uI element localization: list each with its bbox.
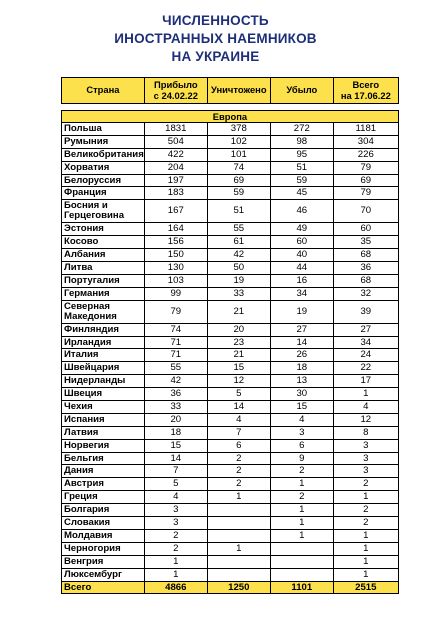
destroyed-cell — [207, 504, 270, 517]
table-row — [62, 287, 399, 300]
total-cell: 79 — [333, 161, 398, 174]
destroyed-cell: 2 — [207, 465, 270, 478]
destroyed-cell: 1 — [207, 491, 270, 504]
country-cell: Албания — [62, 249, 145, 262]
table-row — [62, 452, 399, 465]
table-row — [62, 388, 399, 401]
destroyed-cell: 7 — [207, 426, 270, 439]
total-cell: 3 — [333, 439, 398, 452]
arrived-cell: 4 — [144, 491, 207, 504]
total-cell: 12 — [333, 413, 398, 426]
destroyed-cell: 1 — [207, 542, 270, 555]
left-cell: 19 — [270, 300, 333, 323]
arrived-cell: 156 — [144, 236, 207, 249]
table-row — [62, 362, 399, 375]
page-title — [0, 12, 431, 66]
total-label: Всего — [62, 581, 145, 593]
country-cell: Финляндия — [62, 323, 145, 336]
left-cell: 30 — [270, 388, 333, 401]
destroyed-cell: 55 — [207, 223, 270, 236]
destroyed-cell: 12 — [207, 375, 270, 388]
arrived-cell: 42 — [144, 375, 207, 388]
table-row — [62, 568, 399, 581]
table-row — [62, 542, 399, 555]
table-row — [62, 555, 399, 568]
total-cell: 1 — [333, 542, 398, 555]
country-cell: Норвегия — [62, 439, 145, 452]
total-cell: 68 — [333, 249, 398, 262]
left-cell: 49 — [270, 223, 333, 236]
left-cell: 15 — [270, 401, 333, 414]
left-cell: 13 — [270, 375, 333, 388]
country-cell: Эстония — [62, 223, 145, 236]
arrived-cell: 504 — [144, 135, 207, 148]
destroyed-cell: 42 — [207, 249, 270, 262]
country-cell: Италия — [62, 349, 145, 362]
total-cell: 304 — [333, 135, 398, 148]
arrived-cell: 103 — [144, 274, 207, 287]
destroyed-cell: 2 — [207, 452, 270, 465]
total-cell: 2 — [333, 478, 398, 491]
country-cell: Ирландия — [62, 336, 145, 349]
arrived-cell: 74 — [144, 323, 207, 336]
country-cell: Белоруссия — [62, 174, 145, 187]
total-cell: 1181 — [333, 123, 398, 136]
country-cell: Швеция — [62, 388, 145, 401]
arrived-cell: 15 — [144, 439, 207, 452]
total-cell: 35 — [333, 236, 398, 249]
arrived-cell: 99 — [144, 287, 207, 300]
table-row — [62, 336, 399, 349]
left-cell: 1 — [270, 478, 333, 491]
left-cell: 59 — [270, 174, 333, 187]
destroyed-cell: 23 — [207, 336, 270, 349]
left-cell: 9 — [270, 452, 333, 465]
table-row — [62, 517, 399, 530]
country-cell: Швейцария — [62, 362, 145, 375]
total-cell: 1 — [333, 568, 398, 581]
total-cell: 60 — [333, 223, 398, 236]
left-cell: 46 — [270, 200, 333, 223]
arrived-cell: 1 — [144, 555, 207, 568]
destroyed-cell: 6 — [207, 439, 270, 452]
country-cell: Литва — [62, 262, 145, 275]
table-row — [62, 135, 399, 148]
total-cell: 1 — [333, 491, 398, 504]
country-cell: Люксембург — [62, 568, 145, 581]
destroyed-cell — [207, 568, 270, 581]
country-cell: Молдавия — [62, 529, 145, 542]
arrived-cell: 55 — [144, 362, 207, 375]
country-cell: Румыния — [62, 135, 145, 148]
destroyed-cell: 61 — [207, 236, 270, 249]
total-cell: 68 — [333, 274, 398, 287]
destroyed-cell: 33 — [207, 287, 270, 300]
arrived-cell: 7 — [144, 465, 207, 478]
total-cell: 2 — [333, 504, 398, 517]
total-cell: 69 — [333, 174, 398, 187]
total-cell: 22 — [333, 362, 398, 375]
total-cell: 39 — [333, 300, 398, 323]
arrived-cell: 167 — [144, 200, 207, 223]
country-cell: Нидерланды — [62, 375, 145, 388]
country-cell: Португалия — [62, 274, 145, 287]
header-total: Всего на 17.06.22 — [333, 78, 398, 104]
arrived-cell: 183 — [144, 187, 207, 200]
table-row — [62, 439, 399, 452]
arrived-cell: 5 — [144, 478, 207, 491]
country-cell: Босния и Герцеговина — [62, 200, 145, 223]
arrived-cell: 71 — [144, 349, 207, 362]
title-line: ИНОСТРАННЫХ НАЕМНИКОВ — [114, 31, 317, 46]
left-cell — [270, 542, 333, 555]
arrived-cell: 150 — [144, 249, 207, 262]
left-cell: 14 — [270, 336, 333, 349]
region-label: Европа — [62, 111, 399, 123]
total-left: 1101 — [270, 581, 333, 593]
arrived-cell: 2 — [144, 529, 207, 542]
table-row — [62, 274, 399, 287]
table-row — [62, 478, 399, 491]
country-cell: Черногория — [62, 542, 145, 555]
total-total: 2515 — [333, 581, 398, 593]
country-cell: Болгария — [62, 504, 145, 517]
left-cell: 2 — [270, 465, 333, 478]
table-row — [62, 375, 399, 388]
country-cell: Греция — [62, 491, 145, 504]
table-row — [62, 426, 399, 439]
left-cell: 16 — [270, 274, 333, 287]
country-cell: Польша — [62, 123, 145, 136]
arrived-cell: 1831 — [144, 123, 207, 136]
table-row — [62, 236, 399, 249]
table-row — [62, 300, 399, 323]
table-row — [62, 491, 399, 504]
total-cell: 70 — [333, 200, 398, 223]
destroyed-cell: 5 — [207, 388, 270, 401]
destroyed-cell: 74 — [207, 161, 270, 174]
total-cell: 2 — [333, 517, 398, 530]
total-cell: 3 — [333, 465, 398, 478]
table-row — [62, 249, 399, 262]
left-cell: 2 — [270, 491, 333, 504]
country-cell: Венгрия — [62, 555, 145, 568]
left-cell — [270, 568, 333, 581]
table-row — [62, 529, 399, 542]
total-cell: 17 — [333, 375, 398, 388]
destroyed-cell: 102 — [207, 135, 270, 148]
arrived-cell: 204 — [144, 161, 207, 174]
total-cell: 34 — [333, 336, 398, 349]
destroyed-cell — [207, 529, 270, 542]
arrived-cell: 2 — [144, 542, 207, 555]
region-row — [62, 111, 399, 123]
country-cell: Словакия — [62, 517, 145, 530]
table-row — [62, 148, 399, 161]
left-cell: 98 — [270, 135, 333, 148]
arrived-cell: 20 — [144, 413, 207, 426]
total-arrived: 4866 — [144, 581, 207, 593]
destroyed-cell: 50 — [207, 262, 270, 275]
arrived-cell: 3 — [144, 504, 207, 517]
arrived-cell: 130 — [144, 262, 207, 275]
header-left: Убыло — [270, 78, 333, 104]
arrived-cell: 33 — [144, 401, 207, 414]
total-cell: 27 — [333, 323, 398, 336]
header-destroyed: Уничтожено — [207, 78, 270, 104]
mercenaries-table — [61, 77, 399, 594]
destroyed-cell: 20 — [207, 323, 270, 336]
arrived-cell: 422 — [144, 148, 207, 161]
left-cell: 1 — [270, 517, 333, 530]
table-row — [62, 123, 399, 136]
left-cell: 40 — [270, 249, 333, 262]
left-cell: 272 — [270, 123, 333, 136]
total-cell: 1 — [333, 555, 398, 568]
total-cell: 8 — [333, 426, 398, 439]
total-cell: 32 — [333, 287, 398, 300]
destroyed-cell: 19 — [207, 274, 270, 287]
destroyed-cell: 51 — [207, 200, 270, 223]
country-cell: Бельгия — [62, 452, 145, 465]
destroyed-cell: 4 — [207, 413, 270, 426]
spacer-row — [62, 104, 399, 111]
arrived-cell: 3 — [144, 517, 207, 530]
total-cell: 79 — [333, 187, 398, 200]
country-cell: Дания — [62, 465, 145, 478]
table-row — [62, 465, 399, 478]
country-cell: Испания — [62, 413, 145, 426]
header-arrived: Прибыло с 24.02.22 — [144, 78, 207, 104]
arrived-cell: 18 — [144, 426, 207, 439]
total-cell: 36 — [333, 262, 398, 275]
destroyed-cell: 21 — [207, 349, 270, 362]
left-cell: 18 — [270, 362, 333, 375]
left-cell: 6 — [270, 439, 333, 452]
arrived-cell: 14 — [144, 452, 207, 465]
destroyed-cell: 101 — [207, 148, 270, 161]
arrived-cell: 1 — [144, 568, 207, 581]
total-cell: 3 — [333, 452, 398, 465]
table-row — [62, 223, 399, 236]
destroyed-cell: 2 — [207, 478, 270, 491]
table-row — [62, 187, 399, 200]
left-cell: 3 — [270, 426, 333, 439]
country-cell: Хорватия — [62, 161, 145, 174]
left-cell: 1 — [270, 504, 333, 517]
title-line: ЧИСЛЕННОСТЬ — [162, 13, 269, 28]
left-cell: 26 — [270, 349, 333, 362]
left-cell: 34 — [270, 287, 333, 300]
country-cell: Северная Македония — [62, 300, 145, 323]
total-cell: 1 — [333, 529, 398, 542]
destroyed-cell: 14 — [207, 401, 270, 414]
total-cell: 226 — [333, 148, 398, 161]
destroyed-cell: 378 — [207, 123, 270, 136]
destroyed-cell — [207, 517, 270, 530]
left-cell — [270, 555, 333, 568]
total-cell: 1 — [333, 388, 398, 401]
country-cell: Косово — [62, 236, 145, 249]
arrived-cell: 79 — [144, 300, 207, 323]
left-cell: 95 — [270, 148, 333, 161]
table-row — [62, 174, 399, 187]
total-cell: 4 — [333, 401, 398, 414]
country-cell: Великобритания — [62, 148, 145, 161]
total-destroyed: 1250 — [207, 581, 270, 593]
destroyed-cell: 15 — [207, 362, 270, 375]
total-row — [62, 581, 399, 593]
table-row — [62, 161, 399, 174]
table-row — [62, 401, 399, 414]
arrived-cell: 71 — [144, 336, 207, 349]
country-cell: Латвия — [62, 426, 145, 439]
country-cell: Франция — [62, 187, 145, 200]
table-row — [62, 413, 399, 426]
country-cell: Германия — [62, 287, 145, 300]
left-cell: 51 — [270, 161, 333, 174]
left-cell: 27 — [270, 323, 333, 336]
table-row — [62, 323, 399, 336]
destroyed-cell: 59 — [207, 187, 270, 200]
arrived-cell: 164 — [144, 223, 207, 236]
country-cell: Австрия — [62, 478, 145, 491]
table-row — [62, 200, 399, 223]
header-row — [62, 78, 399, 104]
destroyed-cell: 69 — [207, 174, 270, 187]
arrived-cell: 197 — [144, 174, 207, 187]
destroyed-cell — [207, 555, 270, 568]
arrived-cell: 36 — [144, 388, 207, 401]
table-row — [62, 349, 399, 362]
table-row — [62, 504, 399, 517]
table-row — [62, 262, 399, 275]
country-cell: Чехия — [62, 401, 145, 414]
title-line: НА УКРАИНЕ — [171, 49, 260, 64]
left-cell: 45 — [270, 187, 333, 200]
left-cell: 4 — [270, 413, 333, 426]
destroyed-cell: 21 — [207, 300, 270, 323]
left-cell: 1 — [270, 529, 333, 542]
header-country: Страна — [62, 78, 145, 104]
left-cell: 60 — [270, 236, 333, 249]
left-cell: 44 — [270, 262, 333, 275]
total-cell: 24 — [333, 349, 398, 362]
